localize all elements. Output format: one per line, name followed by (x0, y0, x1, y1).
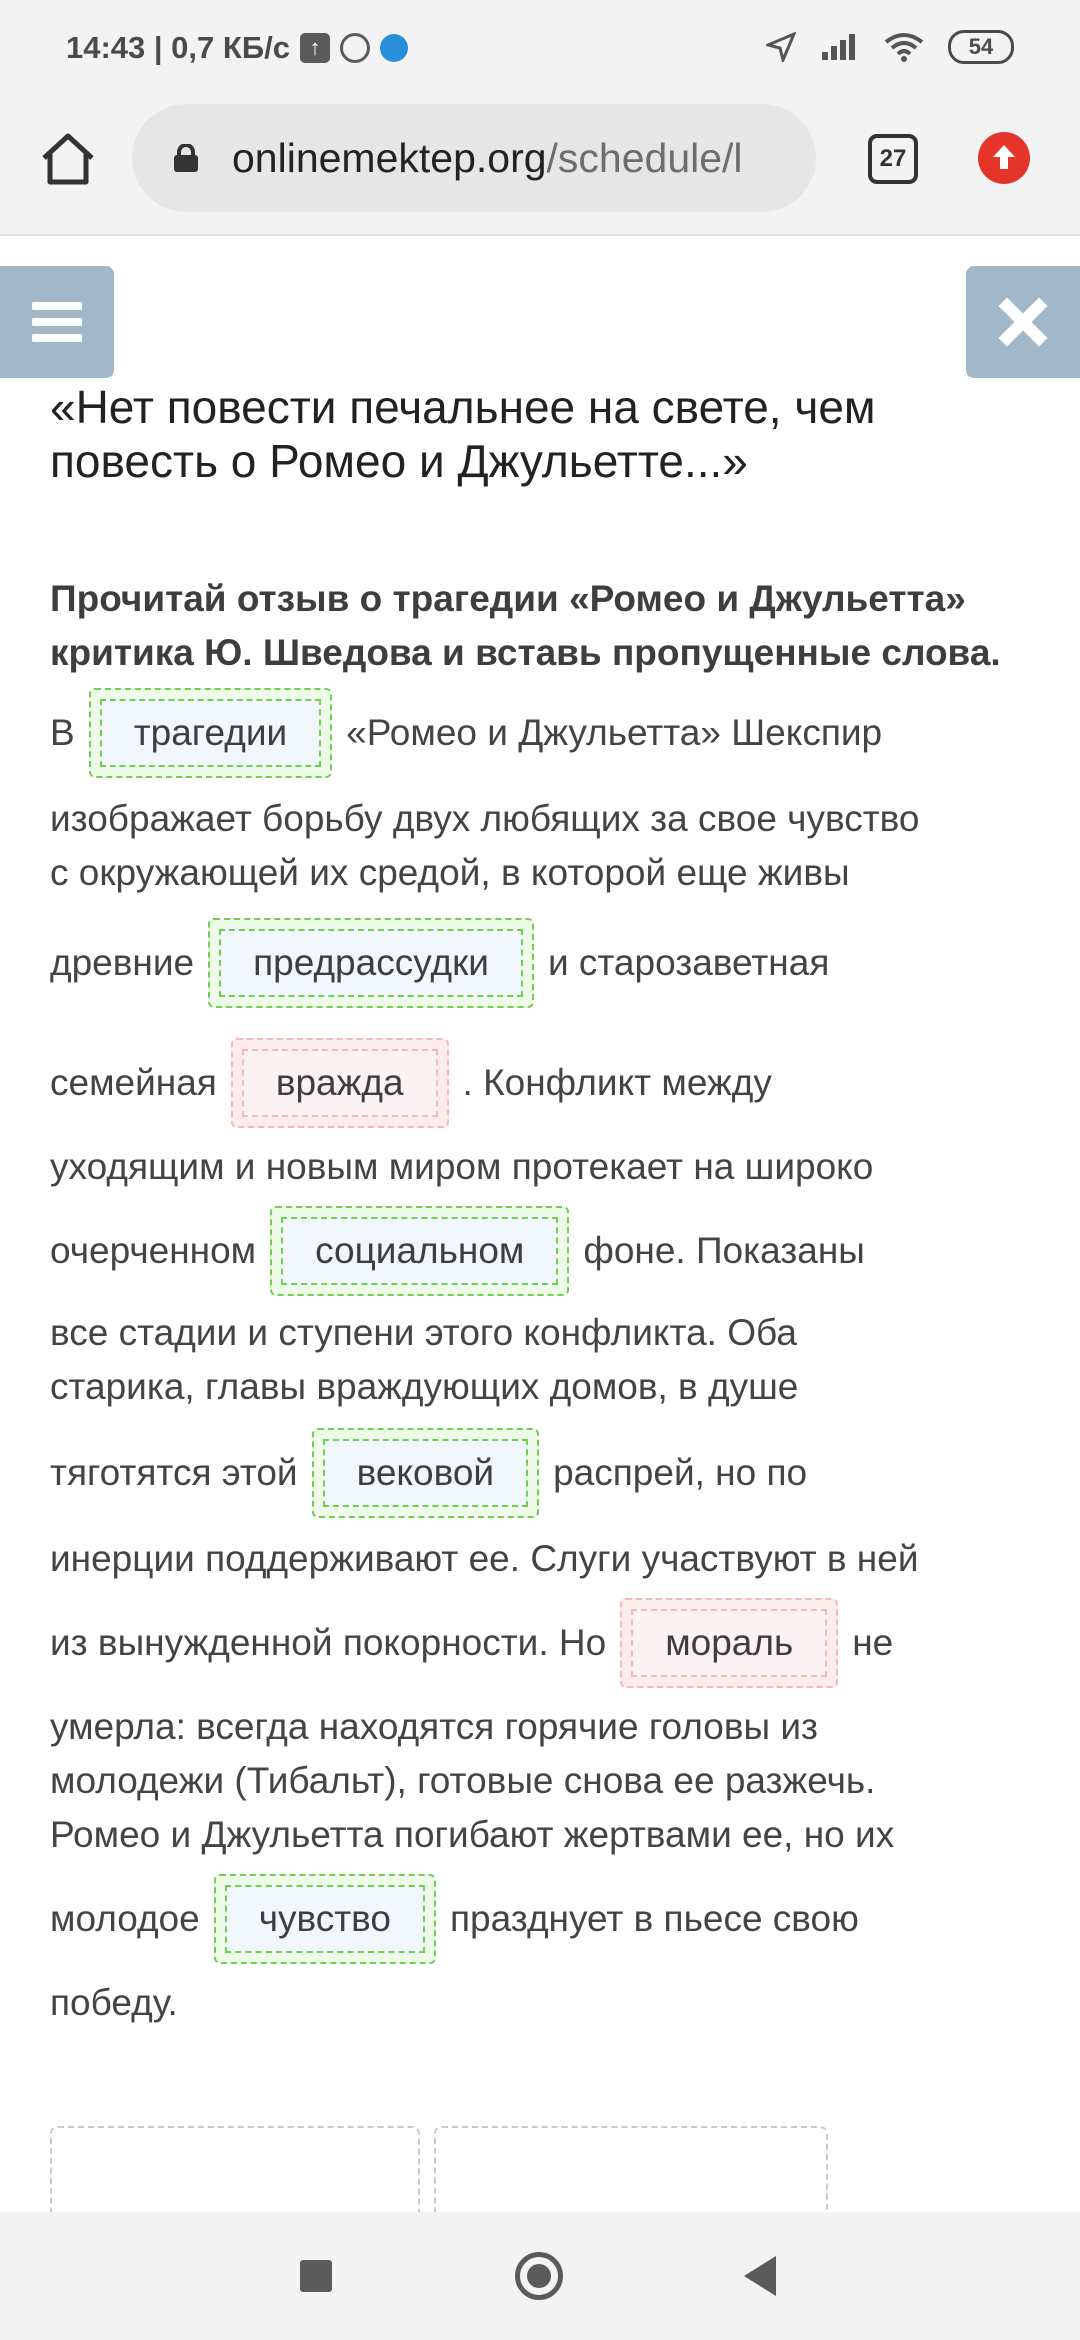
text-fragment: древние (50, 942, 195, 983)
url-path: /schedule/l (546, 135, 743, 181)
text-fragment: молодое (50, 1898, 200, 1939)
text-fragment: и старозаветная (547, 942, 830, 983)
text-line (50, 1532, 1040, 1586)
text-line (50, 1196, 1040, 1306)
text-fragment: все стадии и ступени этого конфликта. Оба (50, 1312, 797, 1353)
text-fragment: празднует в пьесе свою (450, 1898, 859, 1939)
text-line (50, 1306, 1040, 1360)
answer-chip[interactable]: предрассудки (219, 929, 523, 997)
text-line (50, 1360, 1040, 1414)
text-line (50, 1700, 1040, 1754)
blank-slot[interactable] (208, 918, 534, 1008)
answer-chip[interactable]: социальном (281, 1217, 558, 1285)
text-fragment: очерченном (50, 1230, 257, 1271)
text-fragment: не (852, 1622, 894, 1663)
text-line (50, 1864, 1040, 1974)
text-line (50, 1808, 1040, 1862)
text-line (50, 792, 1040, 846)
text-line (50, 1140, 1040, 1194)
text-fragment: В (50, 712, 75, 753)
blank-slot[interactable] (231, 1038, 449, 1128)
text-fragment: из вынужденной покорности. Но (50, 1622, 607, 1663)
text-fragment: . Конфликт между (462, 1062, 772, 1103)
word-bank-slot[interactable] (434, 2126, 828, 2226)
blank-slot[interactable] (270, 1206, 569, 1296)
task-instruction: Прочитай отзыв о трагедии «Ромео и Джульетта» критика Ю. Шведова и вставь пропущенные слова. (50, 578, 1001, 673)
signal-icon (820, 32, 860, 62)
text-line (50, 1588, 1040, 1698)
text-line (50, 1028, 1040, 1138)
wifi-icon (884, 32, 924, 62)
location-icon (766, 32, 796, 62)
answer-chip[interactable]: мораль (631, 1609, 827, 1677)
url-bar[interactable] (132, 104, 816, 212)
lock-icon (172, 144, 200, 172)
text-fragment: старика, главы враждующих домов, в душе (50, 1366, 799, 1407)
upload-icon: ↑ (300, 33, 330, 63)
status-right (766, 30, 1014, 64)
url-text (232, 135, 743, 182)
text-fragment: молодежи (Тибальт), готовые снова ее разжечь. (50, 1760, 876, 1801)
battery-icon: 54 (948, 30, 1014, 64)
status-bar (0, 0, 1080, 100)
app-icon (380, 34, 408, 62)
menu-icon[interactable] (0, 266, 114, 378)
whatsapp-icon (340, 33, 370, 63)
tabs-icon[interactable]: 27 (868, 134, 918, 184)
answer-chip[interactable]: чувство (225, 1885, 425, 1953)
text-fragment: умерла: всегда находятся горячие головы из (50, 1706, 819, 1747)
home-icon[interactable] (38, 128, 98, 188)
text-fragment: изображает борьбу двух любящих за свое чувство (50, 798, 920, 839)
lesson-content (50, 380, 1040, 2030)
text-line (50, 908, 1040, 1018)
answer-chip[interactable]: трагедии (100, 699, 321, 767)
text-fragment: фоне. Показаны (583, 1230, 865, 1271)
home-circle-icon[interactable] (515, 2252, 563, 2300)
url-domain: onlinemektep.org (232, 135, 547, 181)
text-fragment: семейная (50, 1062, 217, 1103)
back-icon[interactable] (744, 2256, 776, 2296)
word-bank (50, 2126, 840, 2206)
page-title: «Нет повести печальнее на свете, чем повесть о Ромео и Джульетте...» (50, 381, 876, 487)
text-line (50, 1754, 1040, 1808)
text-line (50, 1418, 1040, 1528)
recents-icon[interactable] (300, 2260, 332, 2292)
text-fragment: победу. (50, 1982, 178, 2023)
text-fragment: тяготятся этой (50, 1452, 298, 1493)
text-line (50, 690, 1040, 776)
system-nav-bar (0, 2212, 1080, 2340)
text-fragment: уходящим и новым миром протекает на широко (50, 1146, 874, 1187)
answer-chip[interactable]: вековой (323, 1439, 529, 1507)
blank-slot[interactable] (312, 1428, 540, 1518)
blank-slot[interactable] (620, 1598, 838, 1688)
text-line (50, 846, 1040, 900)
blank-slot[interactable] (89, 688, 332, 778)
update-icon[interactable] (978, 132, 1030, 184)
close-icon[interactable] (966, 266, 1080, 378)
blank-slot[interactable] (214, 1874, 436, 1964)
answer-chip[interactable]: вражда (242, 1049, 438, 1117)
status-time-speed: 14:43 | 0,7 КБ/с (66, 30, 290, 65)
browser-toolbar (0, 100, 1080, 236)
text-fragment: распрей, но по (553, 1452, 808, 1493)
status-left (66, 30, 408, 66)
fill-in-text (50, 690, 1040, 2030)
text-fragment: инерции поддерживают ее. Слуги участвуют в ней (50, 1538, 919, 1579)
word-bank-slot[interactable] (50, 2126, 420, 2226)
text-fragment: Ромео и Джульетта погибают жертвами ее, но их (50, 1814, 895, 1855)
text-line (50, 1976, 1040, 2030)
text-fragment: с окружающей их средой, в которой еще живы (50, 852, 850, 893)
text-fragment: «Ромео и Джульетта» Шекспир (346, 712, 883, 753)
